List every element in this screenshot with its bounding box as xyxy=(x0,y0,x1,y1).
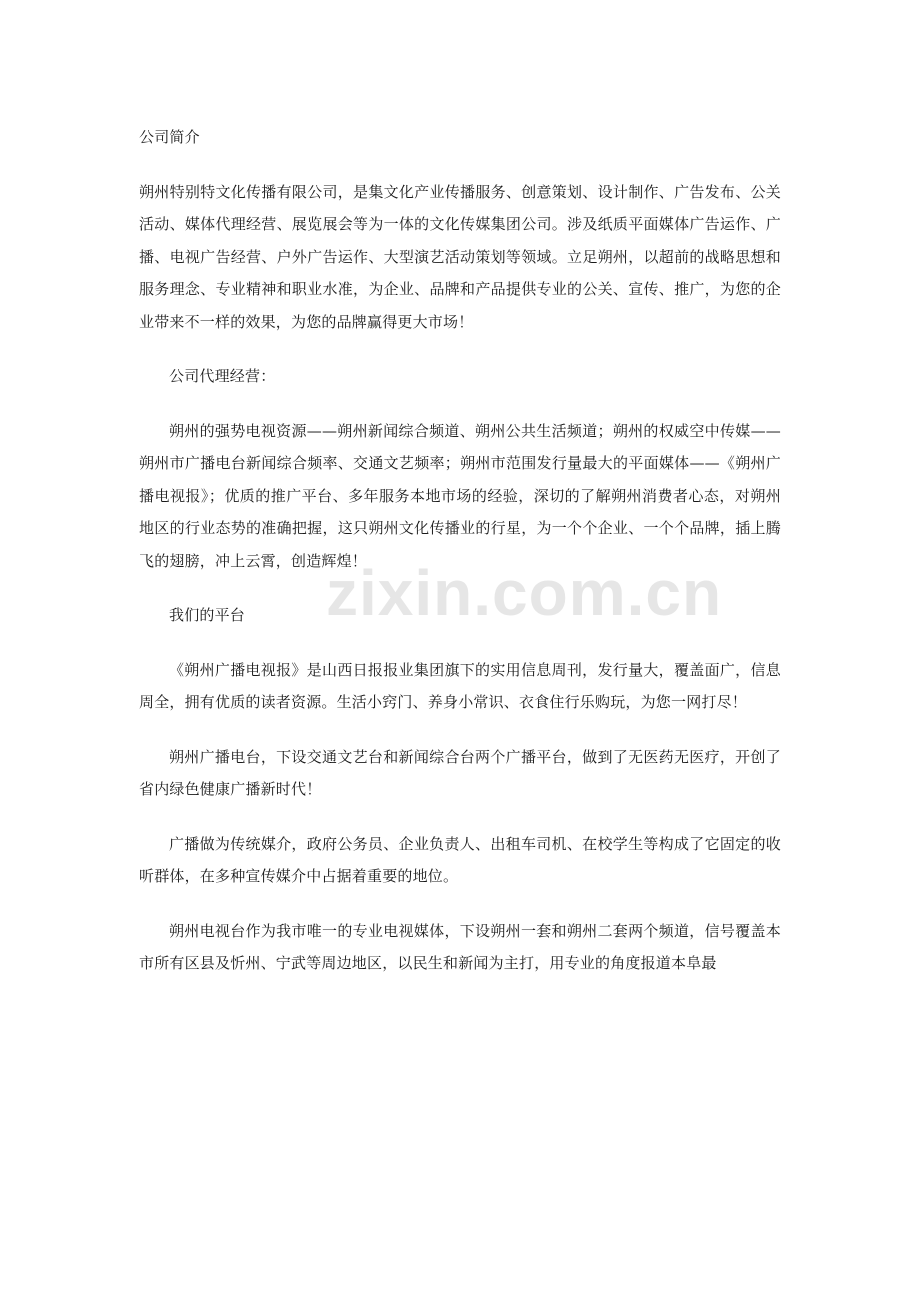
paragraph-radio-station: 朔州广播电台，下设交通文艺台和新闻综合台两个广播平台，做到了无医药无医疗，开创了省内绿色健康广播新时代！ xyxy=(139,747,781,798)
paragraph-radio-audience: 广播做为传统媒介，政府公务员、企业负责人、出租车司机、在校学生等构成了它固定的收听群体，在多种宣传媒介中占据着重要的地位。 xyxy=(139,834,781,885)
paragraph-tv-station: 朔州电视台作为我市唯一的专业电视媒体，下设朔州一套和朔州二套两个频道，信号覆盖本市所有区县及忻州、宁武等周边地区，以民生和新闻为主打，用专业的角度报道本阜最 xyxy=(139,921,781,972)
watermark: zixin.com.cn xyxy=(326,557,723,629)
paragraph-company-intro: 朔州特别特文化传播有限公司，是集文化产业传播服务、创意策划、设计制作、广告发布、公关活动、媒体代理经营、展览展会等为一体的文化传媒集团公司。涉及纸质平面媒体广告运作、广播、电视广告经营、户外广告运作、大型演艺活动策划等领域。立足朔州，以超前的战略思想和服务理念、专业精神和职业水准，为企业、品牌和产品提供专业的公关、宣传、推广，为您的企业带来不一样的效果，为您的品牌赢得更大市场！ xyxy=(139,182,781,331)
section-heading-platform: 我们的平台 xyxy=(169,606,246,624)
paragraph-tv-newspaper: 《朔州广播电视报》是山西日报报业集团旗下的实用信息周刊，发行量大，覆盖面广，信息周全，拥有优质的读者资源。生活小窍门、养身小常识、衣食住行乐购玩，为您一网打尽！ xyxy=(139,660,781,711)
document-body xyxy=(139,121,781,1002)
paragraph-agency: 朔州的强势电视资源——朔州新闻综合频道、朔州公共生活频道；朔州的权威空中传媒——朔州市广播电台新闻综合频率、交通文艺频率；朔州市范围发行量最大的平面媒体——《朔州广播电视报》；优质的推广平台、多年服务本地市场的经验，深切的了解朔州消费者心态，对朔州地区的行业态势的准确把握，这只朔州文化传播业的行星，为一个个企业、一个个品牌，插上腾飞的翅膀，冲上云霄，创造辉煌！ xyxy=(139,421,781,570)
section-heading-agency: 公司代理经营： xyxy=(169,367,276,385)
section-heading-company-intro: 公司简介 xyxy=(139,128,200,146)
